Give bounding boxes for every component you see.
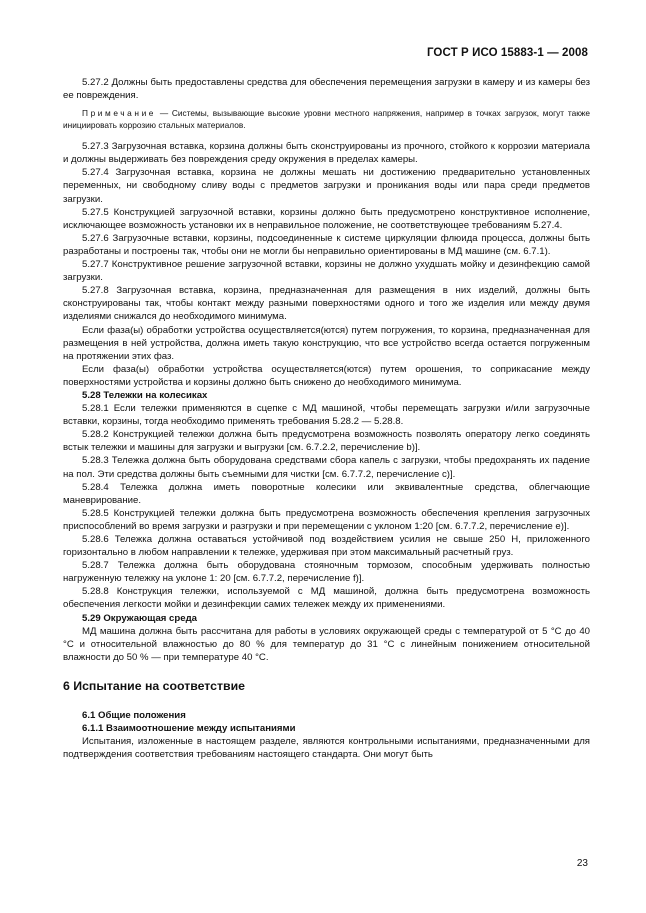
note-text: — Системы, вызывающие высокие уровни местного напряжения, например в точках загрузок, могут также инициировать коррозию стальных материалов. [63,108,590,130]
clause-5-28-8: 5.28.8 Конструкция тележки, используемой с МД машиной, должна быть предусмотрена возможность обеспечения легкости мойки и дезинфекции самих тележек между их применениями. [63,586,590,611]
clause-6-1-1: Испытания, изложенные в настоящем разделе, являются контрольными испытаниями, предназначенными для подтверждения соответствия требованиям настоящего стандарта. Они могут быть [63,736,590,761]
paragraph-spray: Если фаза(ы) обработки устройства осуществляется(ются) путем орошения, то соприкасание между поверхностями устройства и корзины должно быть снижено до необходимого минимума. [63,363,590,388]
clause-5-28-6: 5.28.6 Тележка должна оставаться устойчивой под воздействием усилия не свыше 250 Н, приложенного горизонтально в любом направлении к тележке, удерживая при этом максимальный расчетный груз. [63,534,590,559]
clause-5-27-5: 5.27.5 Конструкцией загрузочной вставки, корзины должно быть предусмотрено конструктивное исполнение, исключающее возможность установки их в неправильное положение, не соответствующее требованиям 5.27.4. [63,206,590,231]
clause-5-27-4: 5.27.4 Загрузочная вставка, корзина не должны мешать ни достижению предварительно установленных переменных, ни свободному сливу воды с предметов загрузки и проникания воды или пара среди предметов загрузки. [63,167,590,205]
document-body [63,76,590,761]
clause-5-27-3: 5.27.3 Загрузочная вставка, корзина должны быть сконструированы из прочного, стойкого к коррозии материала и должны выдерживать без повреждения среду окружения в пределах камеры. [63,141,590,166]
clause-5-27-6: 5.27.6 Загрузочные вставки, корзины, подсоединенные к системе циркуляции флюида процесса, должны быть разработаны и построены так, чтобы они не могли бы неправильно ориентированы в МД машине (см. 6.7.1). [63,232,590,257]
paragraph-immersion: Если фаза(ы) обработки устройства осуществляется(ются) путем погружения, то корзина, предназначенная для размещения в ней устройства, должна иметь такую конструкцию, что все устройство всегда остается погруженным на протяжении этих фаз. [63,324,590,362]
section-heading-5-29: 5.29 Окружающая среда [82,612,198,624]
clause-5-28-1: 5.28.1 Если тележки применяются в сцепке с МД машиной, чтобы перемещать загрузки и/или загрузочные вставки, корзины, тогда необходимо применять требования 5.28.2 — 5.28.8. [63,403,590,428]
section-heading-6-1: 6.1 Общие положения [82,709,186,721]
section-heading-6: 6 Испытание на соответствие [63,678,245,693]
section-heading-6-1-1: 6.1.1 Взаимоотношение между испытаниями [82,723,296,735]
clause-5-27-2: 5.27.2 Должны быть предоставлены средства для обеспечения перемещения загрузки в камеру и из камеры без ее повреждения. [63,77,590,102]
clause-5-28-4: 5.28.4 Тележка должна иметь поворотные колесики или эквивалентные средства, облегчающие маневрирование. [63,481,590,506]
clause-5-28-3: 5.28.3 Тележка должна быть оборудована средствами сбора капель с загрузки, чтобы предохранять их падение на пол. Эти средства должны быть съемными для чистки [см. 6.7.7.2, перечисление c)]. [63,455,590,480]
page-number: 23 [576,858,588,869]
clause-5-28-7: 5.28.7 Тележка должна быть оборудована стояночным тормозом, способным удерживать полностью нагруженную тележку на уклоне 1: 20 [см. 6.7.7.2, перечисление f)]. [63,560,590,585]
clause-5-29: МД машина должна быть рассчитана для работы в условиях окружающей среды с температурой от 5 °С до 40 °С и относительной влажностью до 80 % для температур до 31 °С с линейным понижением относительной влажности до 50 % — при температуре 40 °С. [63,625,590,663]
document-header: ГОСТ Р ИСО 15883-1 — 2008 [426,47,588,59]
note-label: Примечание [82,108,157,119]
clause-5-27-7: 5.27.7 Конструктивное решение загрузочной вставки, корзины не должно ухудшать мойку и дезинфекцию самой загрузки. [63,259,590,284]
clause-5-28-5: 5.28.5 Конструкцией тележки должна быть предусмотрена возможность обеспечения крепления загрузочных приспособлений во время загрузки и разгрузки и при перемещении с уклоном 1:20 [см. 6.7.7.2, перечисление e)]. [63,507,590,532]
clause-5-27-8: 5.27.8 Загрузочная вставка, корзина, предназначенная для размещения в них изделий, должны быть сконструированы так, чтобы контакт между разными поверхностями одного и того же изделия или между двумя изделиями снижался до необходимого минимума. [63,285,590,323]
section-heading-5-28: 5.28 Тележки на колесиках [82,389,208,401]
note [63,108,590,131]
clause-5-28-2: 5.28.2 Конструкцией тележки должна быть предусмотрена возможность позволять оператору легко соединять встык тележки и машины для загрузки и выгрузки [см. 6.7.2.2, перечисление b)]. [63,429,590,454]
